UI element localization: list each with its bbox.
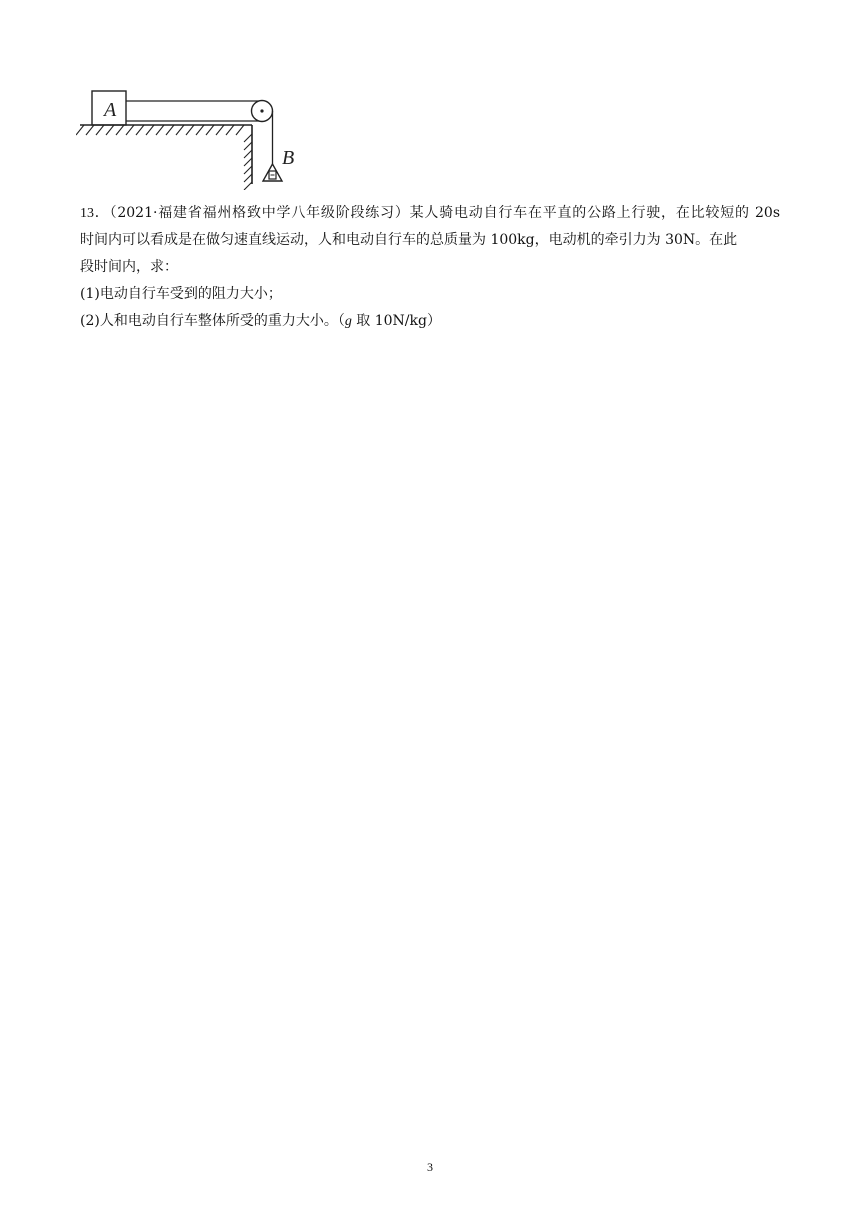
hatch-mark [226, 125, 234, 135]
gravity-symbol: g [344, 314, 352, 329]
hatch-mark [216, 125, 224, 135]
question-line-3: 段时间内，求： [80, 259, 178, 275]
hatch-mark [244, 182, 252, 190]
hatch-mark [244, 134, 252, 142]
sub-question-2 [80, 308, 780, 335]
hatch-mark [244, 174, 252, 182]
hatch-mark [76, 125, 84, 135]
pulley-axle [260, 109, 263, 112]
pulley-diagram-svg [76, 84, 306, 190]
hatch-mark [156, 125, 164, 135]
hatch-mark [106, 125, 114, 135]
hatch-mark [86, 125, 94, 135]
hatch-mark [236, 125, 244, 135]
hatch-mark [244, 158, 252, 166]
hatch-mark [96, 125, 104, 135]
question-number: 13． [80, 206, 110, 221]
hatch-mark [136, 125, 144, 135]
table-hatching [76, 125, 244, 135]
question-line-2: 时间内可以看成是在做匀速直线运动，人和电动自行车的总质量为 100kg，电动机的牵引力为 30N。在此 [80, 232, 738, 248]
hatch-mark [244, 142, 252, 150]
question-text-line-1: 某人骑电动自行车在平直的公路上行驶，在比较短的 20s [409, 205, 781, 221]
sub-question-2-suffix: 取 10N/kg） [351, 313, 441, 329]
weight-b-label: B [282, 147, 295, 169]
hatch-mark [166, 125, 174, 135]
question-line-1 [80, 200, 780, 227]
pulley-diagram [76, 84, 306, 190]
hatch-mark [126, 125, 134, 135]
hatch-mark [244, 150, 252, 158]
hatch-mark [206, 125, 214, 135]
hatch-mark [186, 125, 194, 135]
hatch-mark [116, 125, 124, 135]
sub-question-2-prefix: (2)人和电动自行车整体所受的重力大小。（ [80, 313, 345, 329]
hatch-mark [176, 125, 184, 135]
wall-hatching [244, 134, 252, 190]
page-number: 3 [427, 1160, 433, 1174]
question-13 [80, 200, 780, 335]
block-a-label: A [104, 99, 117, 121]
hatch-mark [196, 125, 204, 135]
question-source: （2021·福建省福州格致中学八年级阶段练习） [109, 205, 410, 221]
hatch-mark [146, 125, 154, 135]
weight-b [263, 162, 282, 181]
sub-question-1: (1)电动自行车受到的阻力大小； [80, 286, 282, 302]
hatch-mark [244, 166, 252, 174]
